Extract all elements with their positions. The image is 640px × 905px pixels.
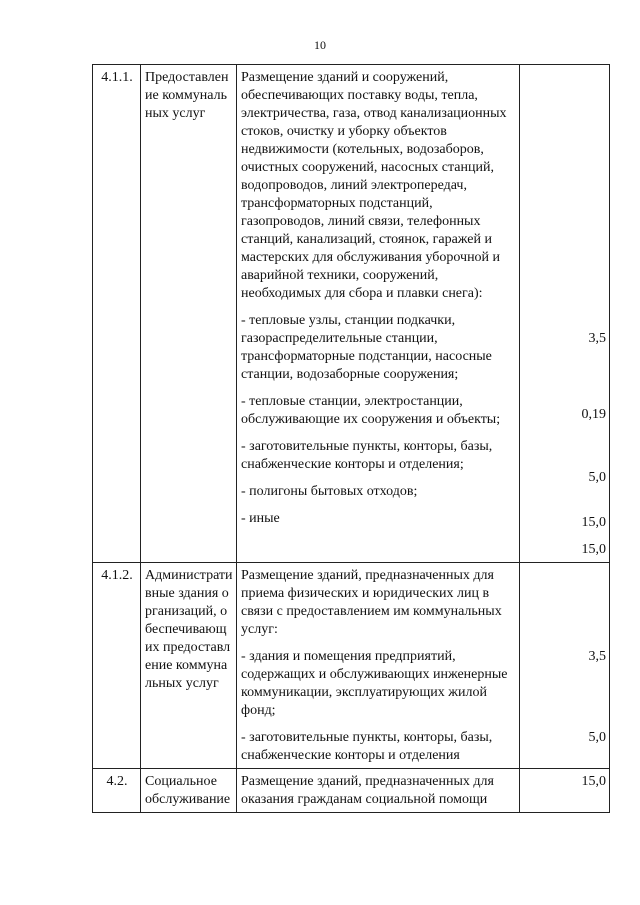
row-name: Социальное обслуживание: [141, 769, 237, 813]
list-item-text: - иные: [241, 511, 280, 526]
row-name: Административные здания организаций, обеспечивающих предоставление коммунальных услуг: [141, 563, 237, 769]
list-item-text: - здания и помещения предприятий, содержащих и обслуживающих инженерные коммуникации, эксплуатирующих жилой фонд;: [241, 649, 508, 718]
list-item-text: - полигоны бытовых отходов;: [241, 484, 418, 499]
list-item-value: 5,0: [588, 730, 606, 745]
row-values: [520, 563, 610, 769]
table-row: [93, 769, 610, 813]
list-item-text: - тепловые станции, электростанции, обслуживающие их сооружения и объекты;: [241, 394, 501, 427]
row-code: 4.1.2.: [93, 563, 141, 769]
row-name: Предоставление коммунальных услуг: [141, 65, 237, 563]
list-item-value: 5,0: [588, 470, 606, 485]
list-item-value: 3,5: [588, 331, 606, 346]
row-values: [520, 65, 610, 563]
list-item-text: - тепловые узлы, станции подкачки, газораспределительные станции, трансформаторные подстанции, насосные станции, водозаборные сооружения;: [241, 313, 492, 382]
row-intro: Размещение зданий, предназначенных для приема физических и юридических лиц в связи с предоставлением им коммунальных услуг:: [241, 568, 502, 637]
page-number: 10: [314, 38, 326, 52]
list-item-value: 15,0: [581, 515, 606, 530]
row-code: 4.2.: [93, 769, 141, 813]
row-description: Размещение зданий, предназначенных для оказания гражданам социальной помощи: [237, 769, 520, 813]
row-intro: Размещение зданий и сооружений, обеспечивающих поставку воды, тепла, электричества, газа, отвод канализационных стоков, очистку и уборку объектов недвижимости (котельных, водозаборов, очистных сооружений, насосных станций, водопроводов, линий электропередач, трансформаторных подстанций, газопроводов, линий связи, телефонных станций, канализаций, стоянок, гаражей и мастерских для обслуживания уборочной и аварийной техники, сооружений, необходимых для сбора и плавки снега):: [241, 70, 507, 301]
row-description: [237, 65, 520, 563]
row-code: 4.1.1.: [93, 65, 141, 563]
list-item-text: - заготовительные пункты, конторы, базы, снабженческие конторы и отделения;: [241, 439, 493, 472]
regulation-table: [92, 64, 610, 813]
list-item-value: 0,19: [581, 407, 606, 422]
row-description: [237, 563, 520, 769]
list-item-text: - заготовительные пункты, конторы, базы, снабженческие конторы и отделения: [241, 730, 493, 763]
list-item-value: 15,0: [581, 542, 606, 557]
table-row: [93, 65, 610, 563]
row-value: 15,0: [520, 769, 610, 813]
table-row: [93, 563, 610, 769]
list-item-value: 3,5: [588, 649, 606, 664]
